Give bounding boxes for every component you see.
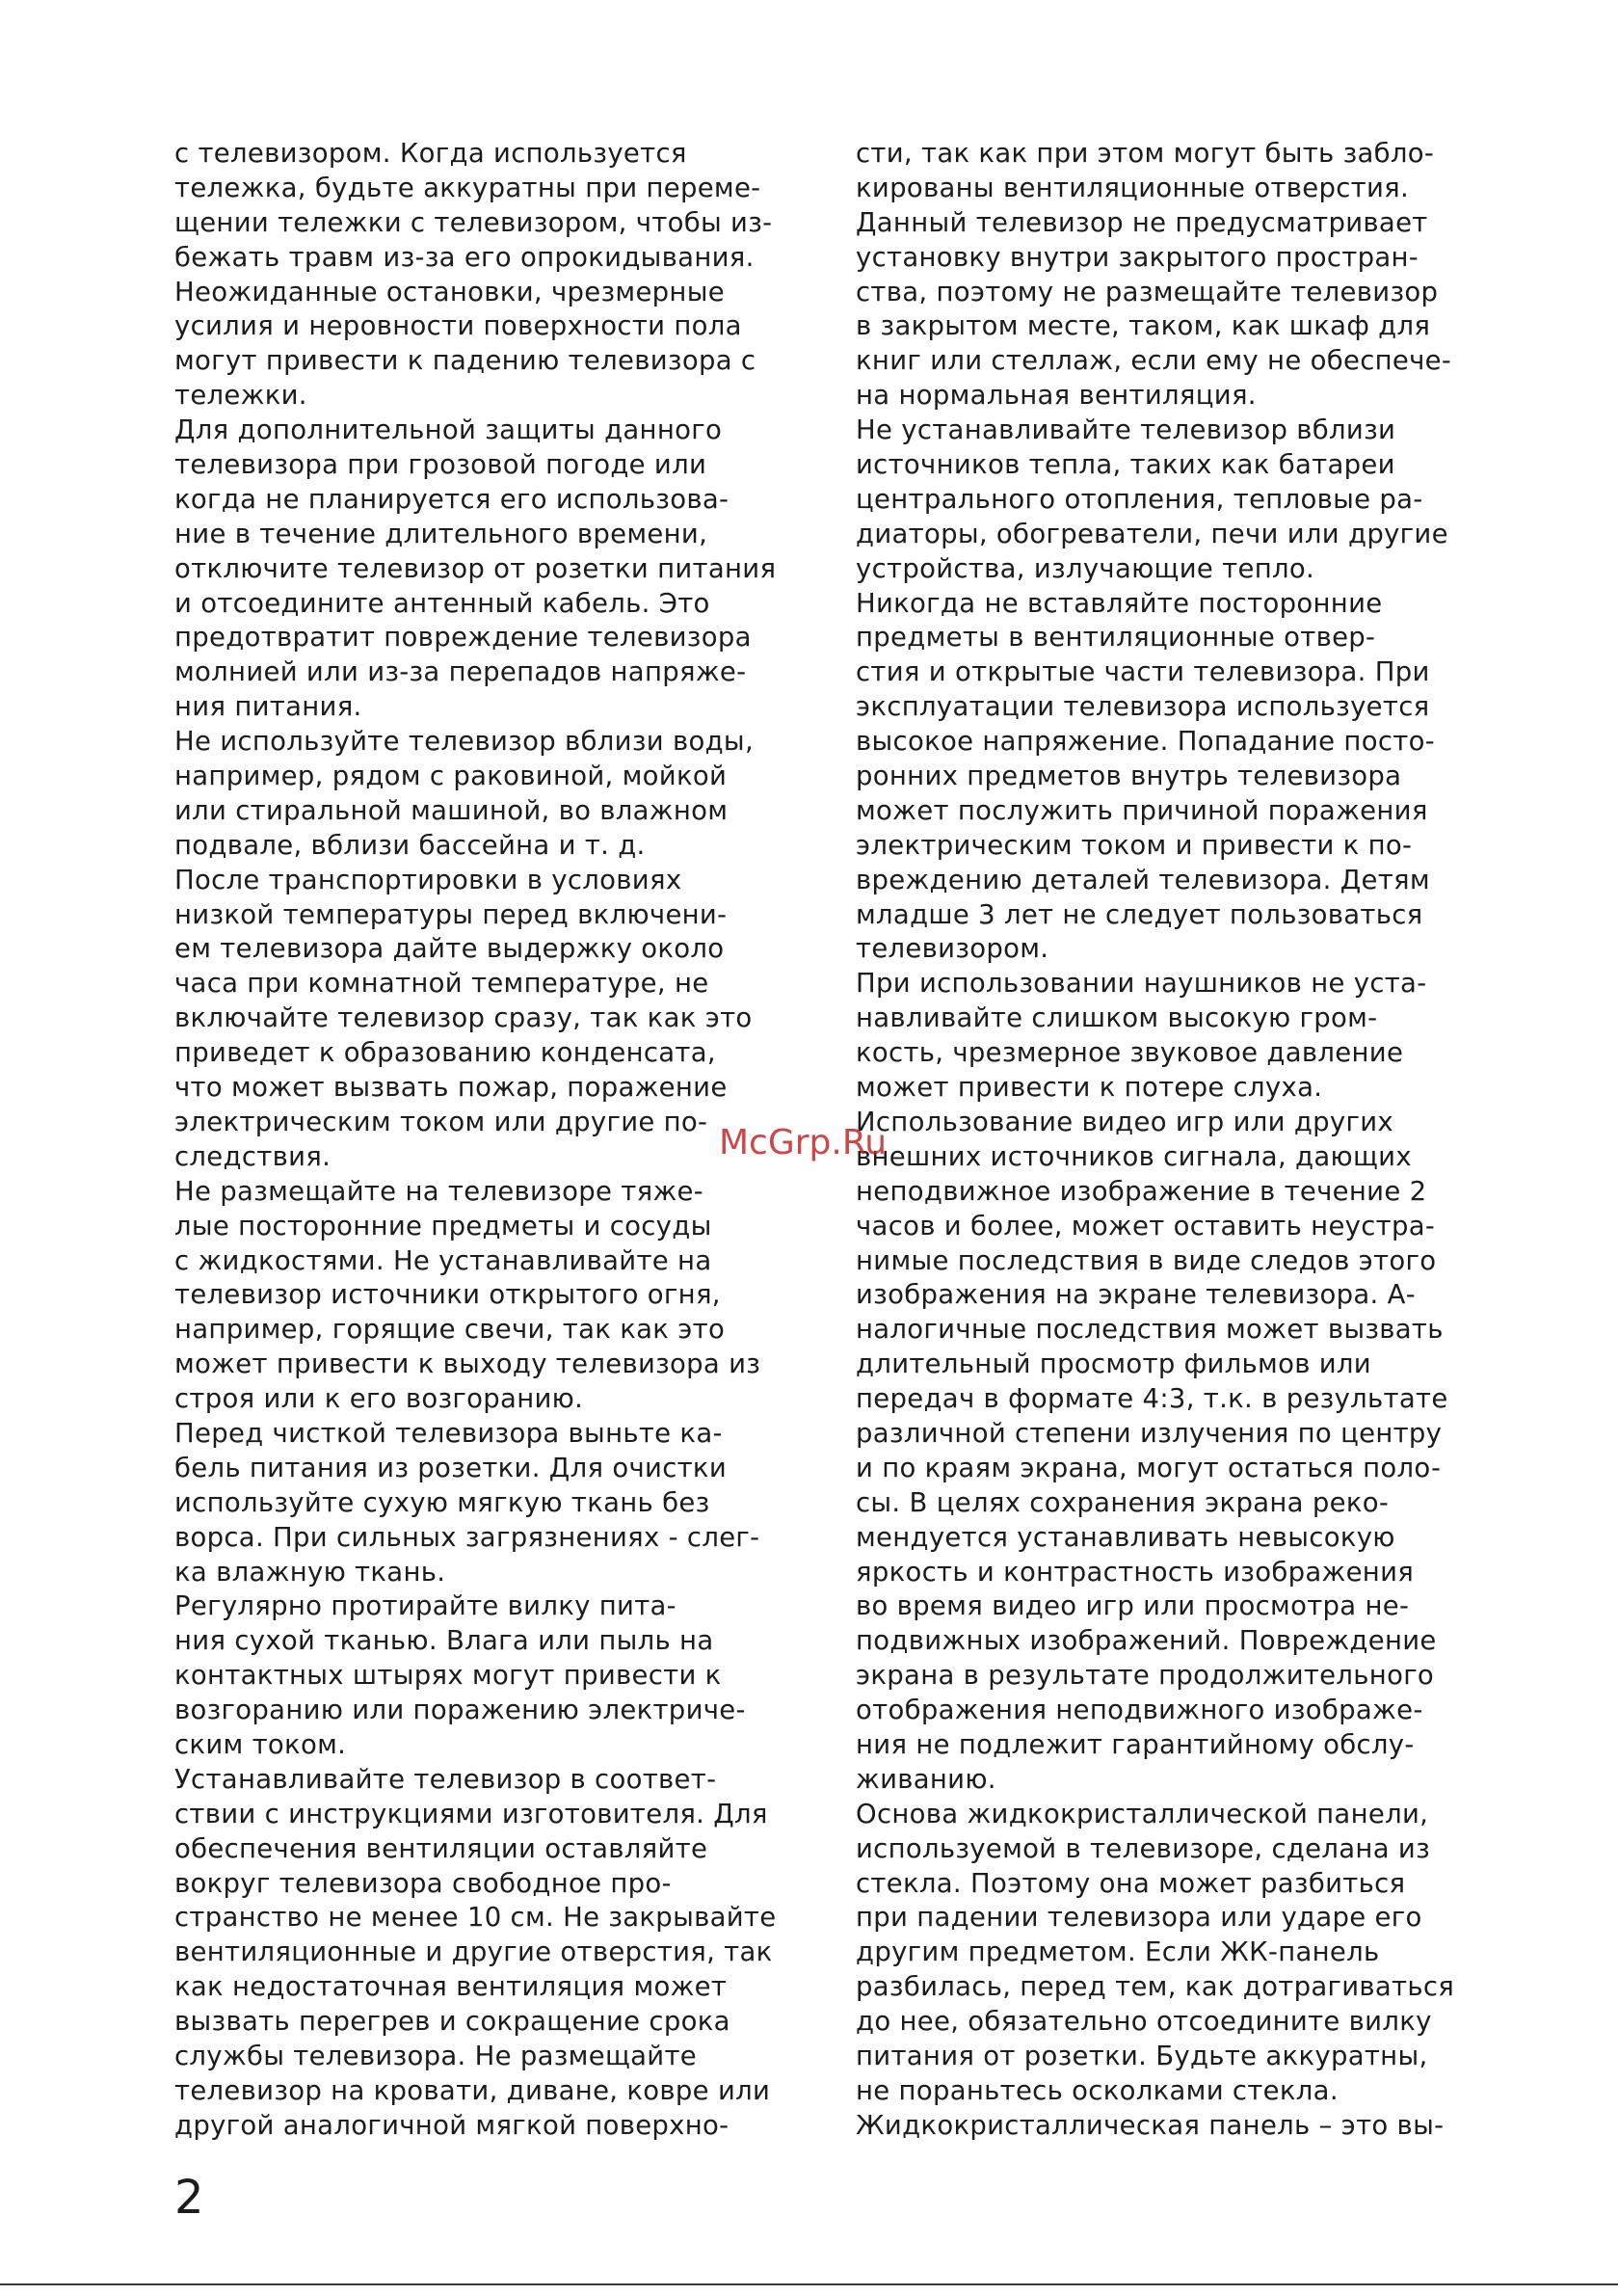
text-line: изображения на экране телевизора. А- [856,1279,1416,1311]
text-line: во время видео игр или просмотра не- [856,1590,1410,1622]
text-line: лые посторонние предметы и сосуды [174,1210,712,1241]
text-line: следствия. [174,1140,332,1172]
text-line: ние в течение длительного времени, [174,518,708,549]
text-line: ка влажную ткань. [174,1556,446,1588]
text-line: Жидкокристаллическая панель – это вы- [856,2109,1445,2141]
text-line: телевизор на кровати, диване, ковре или [174,2074,771,2106]
text-line: вызвать перегрев и сокращение срока [174,2006,730,2038]
text-line: предотвратит повреждение телевизора [174,622,752,654]
text-line: стекла. Поэтому она может разбиться [856,1867,1406,1899]
text-line: сти, так как при этом могут быть забло- [856,138,1435,169]
text-line: ствии с инструкциями изготовителя. Для [174,1798,768,1829]
text-line: книг или стеллаж, если ему не обеспече- [856,345,1452,377]
text-line: другой аналогичной мягкой поверхно- [174,2109,729,2141]
text-line: вентиляционные и другие отверстия, так [174,1936,773,1968]
text-line: щении тележки с телевизором, чтобы из- [174,206,773,238]
text-line: телевизора при грозовой погоде или [174,449,707,481]
text-line: Использование видео игр или других [856,1106,1393,1137]
text-line: телевизором. [856,933,1049,965]
text-line: при падении телевизора или ударе его [856,1902,1422,1934]
text-line: электрическим током и привести к по- [856,829,1413,861]
text-line: может привести к потере слуха. [856,1072,1323,1104]
text-line: используемой в телевизоре, сделана из [856,1832,1430,1864]
text-line: разбилась, перед тем, как дотрагиваться [856,1971,1455,2003]
text-line: странство не менее 10 см. Не закрывайте [174,1902,777,1934]
text-line: установку внутри закрытого простран- [856,241,1419,273]
text-line: до нее, обязательно отсоедините вилку [856,2006,1432,2038]
text-line: длительный просмотр фильмов или [856,1348,1371,1380]
text-line: тележка, будьте аккуратны при переме- [174,172,761,203]
text-line: возгоранию или поражению электриче- [174,1695,746,1726]
text-line: используйте сухую мягкую ткань без [174,1486,710,1518]
text-line: экрана в результате продолжительного [856,1660,1435,1692]
text-line: Регулярно протирайте вилку пита- [174,1590,676,1622]
text-line: строя или к его возгоранию. [174,1383,584,1415]
text-line: устройства, излучающие тепло. [856,552,1315,584]
text-line: ским током. [174,1728,347,1760]
text-line: Неожиданные остановки, чрезмерные [174,276,725,307]
text-line: тележки. [174,380,307,412]
text-line: младше 3 лет не следует пользоваться [856,898,1423,930]
text-line: отключите телевизор от розетки питания [174,552,777,584]
text-line: высокое напряжение. Попадание посто- [856,726,1435,758]
watermark-text: McGrp.Ru [719,1123,888,1162]
right-text-column [856,137,1454,2144]
text-line: молнией или из-за перепадов напряже- [174,656,747,688]
text-line: Устанавливайте телевизор в соответ- [174,1763,717,1795]
text-line: Никогда не вставляйте посторонние [856,587,1383,619]
text-line: внешних источников сигнала, дающих [856,1140,1412,1172]
text-line: может привести к выходу телевизора из [174,1348,761,1380]
text-line: передач в формате 4:3, т.к. в результате [856,1383,1448,1415]
text-line: не пораньтесь осколками стекла. [856,2074,1339,2106]
text-line: подвале, вблизи бассейна и т. д. [174,829,646,861]
bottom-rule [0,2283,1618,2285]
text-line: навливайте слишком высокую гром- [856,1002,1378,1034]
text-line: стия и открытые части телевизора. При [856,656,1430,688]
text-line: электрическим током или другие по- [174,1106,708,1137]
text-line: После транспортировки в условиях [174,864,682,895]
text-line: что может вызвать пожар, поражение [174,1072,728,1104]
text-line: ем телевизора дайте выдержку около [174,933,725,965]
text-line: диаторы, обогреватели, печи или другие [856,518,1448,549]
text-line: часа при комнатной температуре, не [174,968,709,1000]
text-line: бежать травм из-за его опрокидывания. [174,241,755,273]
text-line: подвижных изображений. Повреждение [856,1625,1437,1657]
page-number: 2 [174,2171,204,2225]
text-line: мендуется устанавливать невысокую [856,1521,1395,1553]
text-line: Для дополнительной защиты данного [174,414,723,446]
text-line: Не устанавливайте телевизор вблизи [856,414,1396,446]
text-line: кость, чрезмерное звуковое давление [856,1037,1404,1069]
text-line: кированы вентиляционные отверстия. [856,172,1410,203]
text-line: различной степени излучения по центру [856,1417,1443,1449]
text-line: низкой температуры перед включени- [174,898,728,930]
text-line: или стиральной машиной, во влажном [174,794,729,826]
text-line: вокруг телевизора свободное про- [174,1867,672,1899]
text-line: ния питания. [174,691,362,723]
text-line: в закрытом месте, таком, как шкаф для [856,310,1431,342]
text-line: При использовании наушников не уста- [856,968,1427,1000]
text-line: включайте телевизор сразу, так как это [174,1002,753,1034]
text-line: с жидкостями. Не устанавливайте на [174,1244,712,1276]
text-line: нимые последствия в виде следов этого [856,1244,1437,1276]
text-line: службы телевизора. Не размещайте [174,2040,698,2071]
text-line: как недостаточная вентиляция может [174,1971,728,2003]
text-line: яркость и контрастность изображения [856,1556,1415,1588]
text-line: ства, поэтому не размещайте телевизор [856,276,1439,307]
text-line: например, рядом с раковиной, мойкой [174,761,728,792]
text-line: Не размещайте на телевизоре тяже- [174,1175,703,1207]
text-line: ния не подлежит гарантийному обслу- [856,1728,1415,1760]
text-line: может послужить причиной поражения [856,794,1428,826]
text-line: вреждению деталей телевизора. Детям [856,864,1430,895]
text-line: неподвижное изображение в течение 2 [856,1175,1427,1207]
text-line: ния сухой тканью. Влага или пыль на [174,1625,714,1657]
text-line: Перед чисткой телевизора выньте ка- [174,1417,723,1449]
text-line: с телевизором. Когда используется [174,138,687,169]
text-line: ворса. При сильных загрязнениях - слег- [174,1521,760,1553]
text-line: бель питания из розетки. Для очистки [174,1452,728,1483]
text-line: обеспечения вентиляции оставляйте [174,1832,708,1864]
text-line: Основа жидкокристаллической панели, [856,1798,1429,1829]
text-line: контактных штырях могут привести к [174,1660,722,1692]
text-line: эксплуатации телевизора используется [856,691,1430,723]
text-line: сы. В целях сохранения экрана реко- [856,1486,1390,1518]
text-line: центрального отопления, тепловые ра- [856,483,1423,515]
text-line: отображения неподвижного изображе- [856,1695,1423,1726]
text-line: предметы в вентиляционные отвер- [856,622,1376,654]
text-line: на нормальная вентиляция. [856,380,1257,412]
text-line: часов и более, может оставить неустра- [856,1210,1436,1241]
text-line: налогичные последствия может вызвать [856,1314,1444,1346]
text-line: ронних предметов внутрь телевизора [856,761,1402,792]
text-line: и по краям экрана, могут остаться полo- [856,1452,1442,1483]
text-line: другим предметом. Если ЖК-панель [856,1936,1380,1968]
text-line: источников тепла, таких как батареи [856,449,1395,481]
text-line: приведет к образованию конденсата, [174,1037,716,1069]
text-line: телевизор источники открытого огня, [174,1279,721,1311]
text-line: например, горящие свечи, так как это [174,1314,726,1346]
text-line: когда не планируется его использова- [174,483,729,515]
text-line: могут привести к падению телевизора с [174,345,756,377]
text-line: питания от розетки. Будьте аккуратны, [856,2040,1428,2071]
text-line: Данный телевизор не предусматривает [856,206,1428,238]
left-text-column [174,137,776,2144]
text-line: и отсоедините антенный кабель. Это [174,587,710,619]
text-line: живанию. [856,1763,996,1795]
text-line: Не используйте телевизор вблизи воды, [174,726,754,758]
text-line: усилия и неровности поверхности пола [174,310,742,342]
